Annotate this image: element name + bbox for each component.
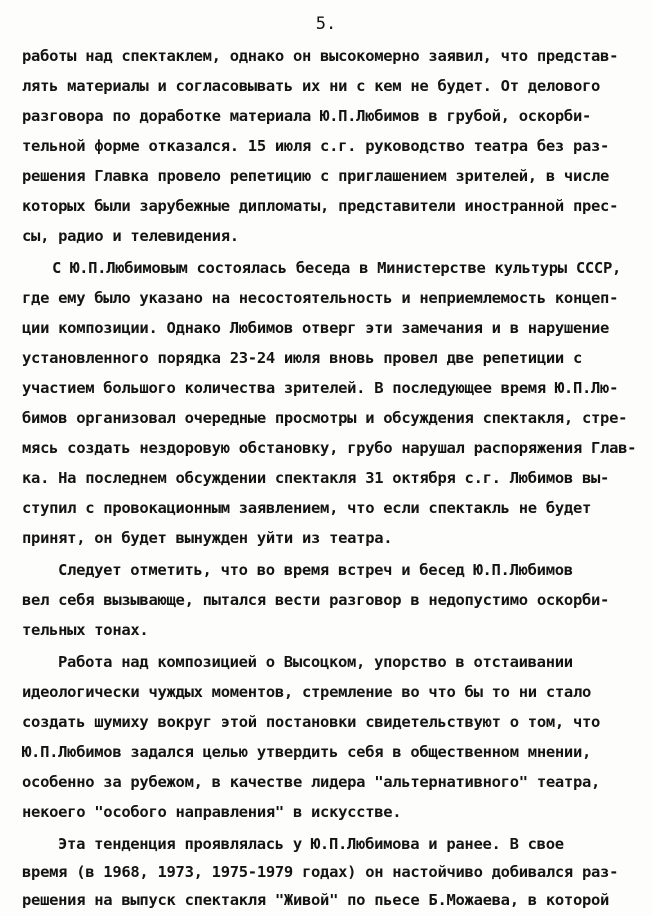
text-line: некоего "особого направления" в искусстве. bbox=[22, 803, 402, 821]
text-line: лять материалы и согласовывать их ни с кем не будет. От делового bbox=[22, 77, 601, 95]
text-line: Работа над композицией о Высоцком, упорство в отстаивании bbox=[58, 653, 573, 671]
text-line: Следует отметить, что во время встреч и бесед Ю.П.Любимов bbox=[58, 561, 573, 579]
text-line: участием большого количества зрителей. В последующее время Ю.П.Лю- bbox=[22, 379, 619, 397]
text-line: С Ю.П.Любимовым состоялась беседа в Министерстве культуры СССР, bbox=[52, 259, 622, 277]
text-line: время (в 1968, 1973, 1975-1979 годах) он настойчиво добивался раз- bbox=[22, 863, 619, 881]
text-line: вел себя вызывающе, пытался вести разговор в недопустимо оскорби- bbox=[22, 591, 610, 609]
text-line: где ему было указано на несостоятельность и неприемлемость концеп- bbox=[22, 289, 619, 307]
text-line: решения Главка провело репетицию с приглашением зрителей, в числе bbox=[22, 167, 610, 185]
text-line: особенно за рубежом, в качестве лидера "альтернативного" театра, bbox=[22, 773, 601, 791]
text-line: Эта тенденция проявлялась у Ю.П.Любимова и ранее. В свое bbox=[58, 835, 564, 853]
text-line: принят, он будет вынужден уйти из театра. bbox=[22, 529, 393, 547]
text-line: тельных тонах. bbox=[22, 621, 149, 639]
text-line: Ю.П.Любимов задался целью утвердить себя в общественном мнении, bbox=[22, 743, 592, 761]
page-number: 5. bbox=[315, 14, 337, 34]
text-line: ка. На последнем обсуждении спектакля 31 октября с.г. Любимов вы- bbox=[22, 469, 610, 487]
text-line: сы, радио и телевидения. bbox=[22, 227, 239, 245]
text-line: ции композиции. Однако Любимов отверг эти замечания и в нарушение bbox=[22, 319, 610, 337]
text-line: разговора по доработке материала Ю.П.Любимов в грубой, оскорби- bbox=[22, 107, 592, 125]
text-line: создать шумиху вокруг этой постановки свидетельствуют о том, что bbox=[22, 713, 601, 731]
text-line: решения на выпуск спектакля "Живой" по пьесе Б.Можаева, в которой bbox=[22, 891, 610, 909]
text-line: бимов организовал очередные просмотры и обсуждения спектакля, стре- bbox=[22, 409, 628, 427]
text-line: установленного порядка 23-24 июля вновь провел две репетиции с bbox=[22, 349, 582, 367]
text-line: которых были зарубежные дипломаты, представители иностранной прес- bbox=[22, 197, 619, 215]
text-line: мясь создать нездоровую обстановку, грубо нарушал распоряжения Глав- bbox=[22, 439, 637, 457]
text-line: работы над спектаклем, однако он высокомерно заявил, что представ- bbox=[22, 47, 619, 65]
text-line: ступил с провокационным заявлением, что если спектакль не будет bbox=[22, 499, 592, 517]
text-line: тельной форме отказался. 15 июля с.г. руководство театра без раз- bbox=[22, 137, 610, 155]
text-line: идеологически чуждых моментов, стремление во что бы то ни стало bbox=[22, 683, 592, 701]
